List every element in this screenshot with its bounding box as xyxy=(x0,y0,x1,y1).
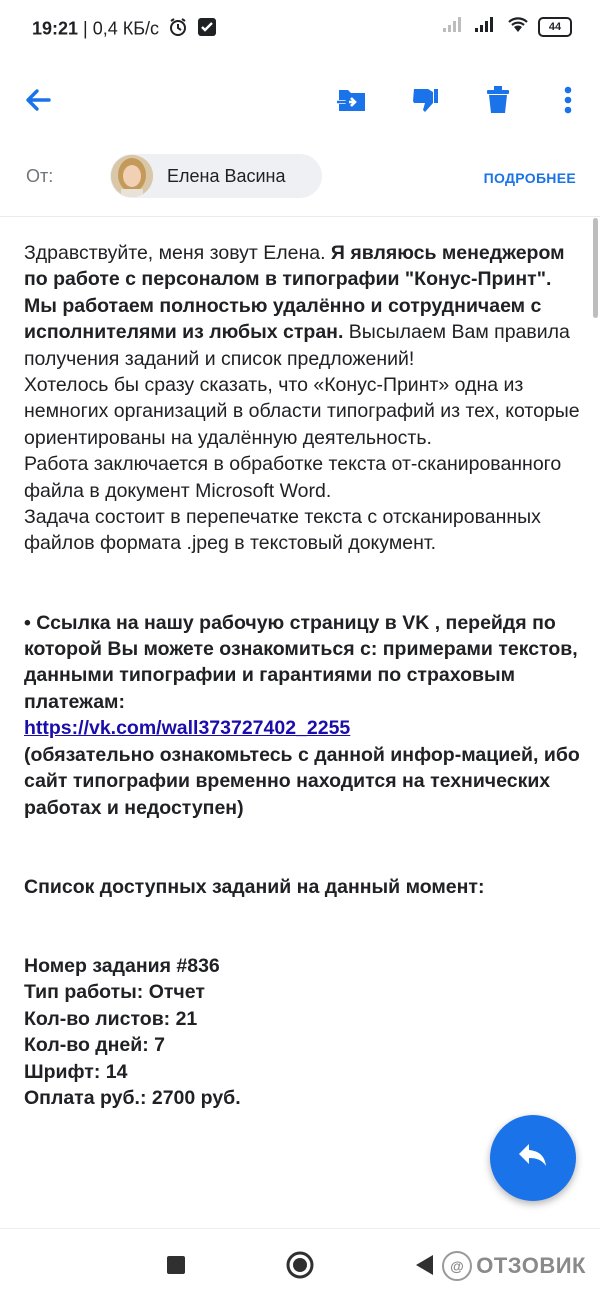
header-divider xyxy=(0,216,600,217)
vk-link[interactable]: https://vk.com/wall373727402_2255 xyxy=(24,717,351,740)
task-line xyxy=(24,1006,584,1032)
task-line xyxy=(24,1085,584,1111)
back-triangle-icon[interactable] xyxy=(406,1247,442,1283)
vk-note-text: (обязательно ознакомьтесь с данной инфор-мацией, ибо сайт типографии временно находится на технических работах и недоступен) xyxy=(24,743,580,819)
wifi-icon xyxy=(506,15,530,38)
more-vert-icon[interactable] xyxy=(548,80,588,120)
task-payment: Оплата руб.: 2700 руб. xyxy=(24,1086,241,1109)
watermark-text: ОТЗОВИК xyxy=(476,1253,586,1278)
intro-tail-text: Высылаем Вам правила получения заданий и список предложений! xyxy=(24,321,570,370)
vk-link-line xyxy=(24,715,584,741)
intro-text: Здравствуйте, меня зовут Елена. xyxy=(24,242,331,264)
watermark xyxy=(442,1251,586,1281)
vk-note xyxy=(24,742,584,821)
task-font: Шрифт: 14 xyxy=(24,1060,128,1083)
status-separator: | xyxy=(78,18,93,39)
battery-icon: 44 xyxy=(538,17,572,37)
move-to-folder-icon[interactable] xyxy=(332,80,372,120)
details-link[interactable]: ПОДРОБНЕЕ xyxy=(483,170,576,186)
task-number: Номер задания #836 xyxy=(24,954,220,977)
task-line xyxy=(24,979,584,1005)
thumb-down-icon[interactable] xyxy=(405,80,445,120)
intro-paragraph xyxy=(24,240,584,372)
vk-intro-text: • Ссылка на нашу рабочую страницу в VK , перейдя по которой Вы можете ознакомиться с: примерами текстов, данными типографии и гарантиями по страховым платежам: xyxy=(24,611,578,713)
list-title xyxy=(24,874,584,900)
vk-intro xyxy=(24,610,584,716)
status-time: 19:21 xyxy=(32,18,79,39)
remote-paragraph: Хотелось бы сразу сказать, что «Конус-Принт» одна из немногих организаций в области типографий из тех, которые ориентированы на удалённую деятельность. xyxy=(24,374,580,449)
list-title-text: Список доступных заданий на данный момент: xyxy=(24,875,485,898)
task-days: Кол-во дней: 7 xyxy=(24,1034,166,1057)
intro-bold-text: Я являюсь менеджером по работе с персоналом в типографии "Конус-Принт". Мы работаем полностью удалённо и сотрудничаем с исполнителями из любых стран. xyxy=(24,242,565,344)
reply-button[interactable] xyxy=(490,1115,576,1201)
check-box-icon xyxy=(197,17,217,42)
avatar xyxy=(111,155,153,197)
from-label: От: xyxy=(26,166,54,186)
scrollbar[interactable] xyxy=(593,218,598,318)
signal-strong-icon xyxy=(474,15,498,38)
task-type: Тип работы: Отчет xyxy=(24,981,205,1004)
watermark-logo-icon: @ xyxy=(442,1251,472,1281)
signal-weak-icon xyxy=(442,15,466,38)
task-line xyxy=(24,953,584,979)
task-sheets: Кол-во листов: 21 xyxy=(24,1007,198,1030)
task-line xyxy=(24,1059,584,1085)
trash-icon[interactable] xyxy=(478,80,518,120)
home-circle-icon[interactable] xyxy=(282,1247,318,1283)
sender-chip[interactable] xyxy=(110,154,322,198)
sender-row xyxy=(0,150,600,202)
sender-name: Елена Васина xyxy=(167,165,286,186)
network-speed: 0,4 КБ/с xyxy=(92,18,160,39)
back-arrow-icon[interactable] xyxy=(18,80,58,120)
reply-icon xyxy=(517,1142,549,1175)
status-icons xyxy=(442,15,572,38)
system-nav-bar xyxy=(0,1228,600,1301)
task-paragraph: Задача состоит в перепечатке текста с отсканированных файлов формата .jpeg в текстовый документ. xyxy=(24,506,541,555)
message-body xyxy=(24,240,584,1111)
task-line xyxy=(24,1032,584,1058)
recents-square-icon[interactable] xyxy=(158,1247,194,1283)
work-paragraph: Работа заключается в обработке текста от-сканированного файла в документ Microsoft Word. xyxy=(24,453,562,502)
email-toolbar xyxy=(0,72,600,128)
status-time-block xyxy=(32,17,217,42)
alarm-icon xyxy=(168,17,188,42)
status-bar xyxy=(0,0,600,56)
